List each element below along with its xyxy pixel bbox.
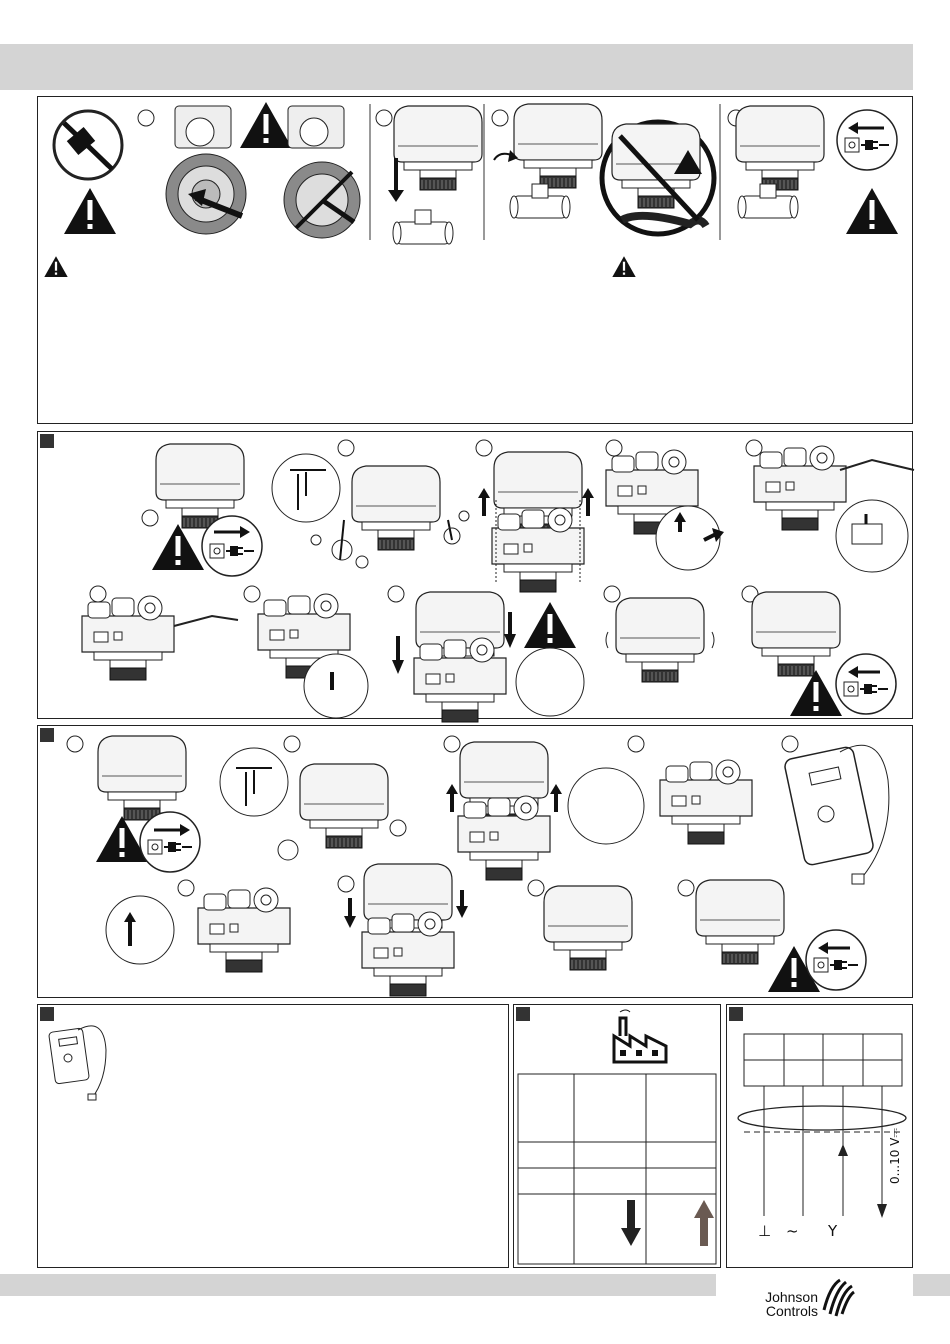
brand-name-line1: Johnson (765, 1289, 818, 1305)
wire-label-ground: ⊥ (758, 1222, 772, 1240)
wire-label-supply: ~ (786, 1222, 799, 1240)
wire-voltage-label: 0...10 V⎓ (888, 1128, 902, 1184)
wire-label-signal: Y (828, 1222, 838, 1240)
brand-name-line2: Controls (765, 1303, 818, 1319)
